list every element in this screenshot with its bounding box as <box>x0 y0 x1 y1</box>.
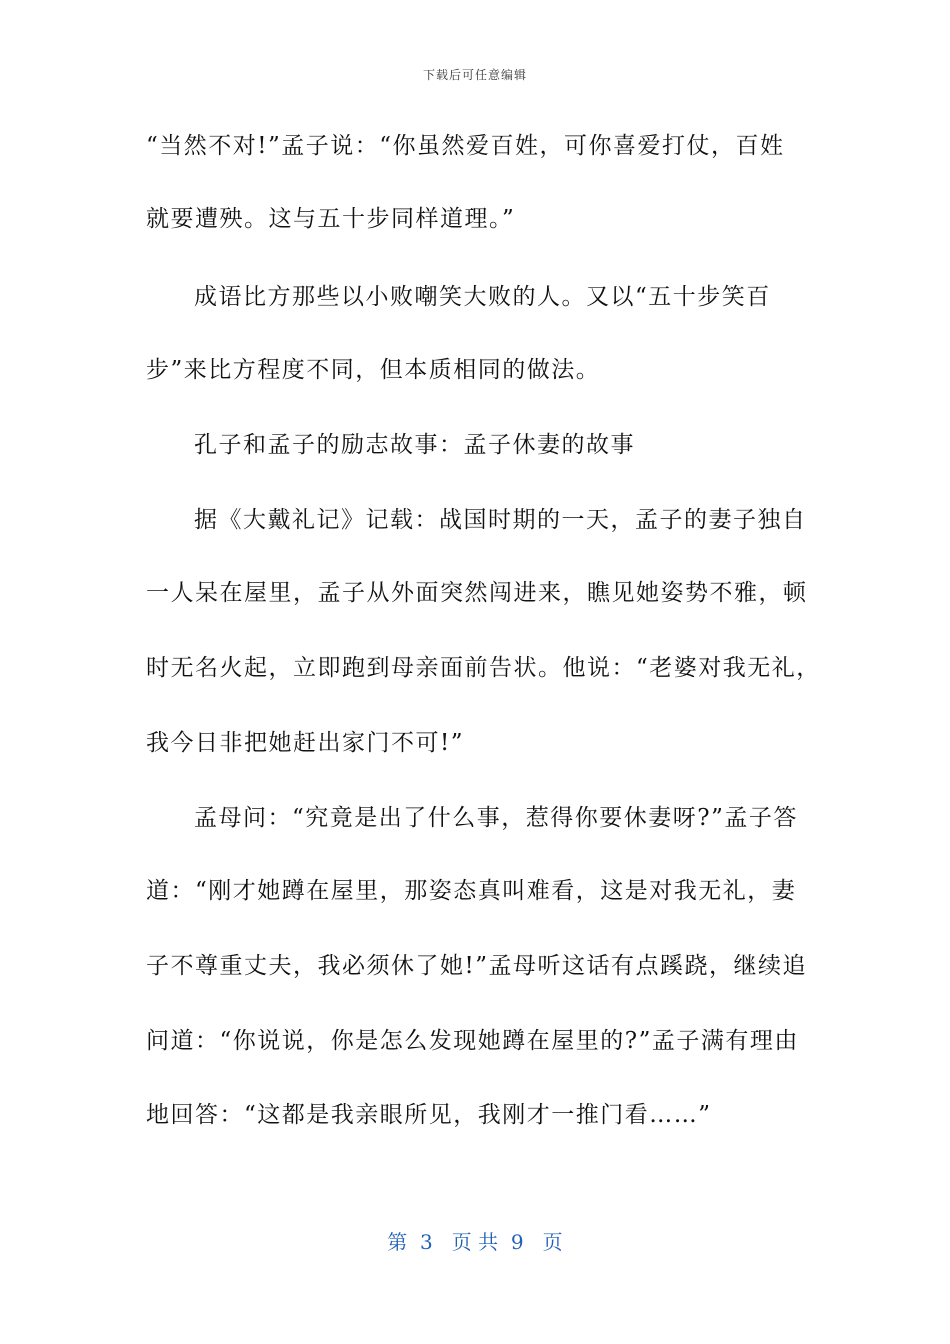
section-heading: 孔子和孟子的励志故事：孟子休妻的故事 <box>194 432 635 458</box>
text-line: “当然不对!”孟子说：“你虽然爱百姓，可你喜爱打仗，百姓 <box>146 133 785 159</box>
text-line: 子不尊重丈夫，我必须休了她!”孟母听这话有点蹊跷，继续追 <box>146 953 808 979</box>
text-line: 步”来比方程度不同，但本质相同的做法。 <box>146 357 601 383</box>
text-line: 道：“刚才她蹲在屋里，那姿态真叫难看，这是对我无礼，妻 <box>146 878 797 904</box>
text-line: 时无名火起，立即跑到母亲面前告状。他说：“老婆对我无礼， <box>146 655 821 681</box>
text-line: 孟母问：“究竟是出了什么事，惹得你要休妻呀?”孟子答 <box>194 805 798 831</box>
page-number-footer: 第 3 页 共 9 页 <box>387 1230 563 1254</box>
text-line: 地回答：“这都是我亲眼所见，我刚才一推门看……” <box>146 1102 712 1128</box>
text-line: 据《大戴礼记》记载：战国时期的一天，孟子的妻子独自 <box>194 507 807 533</box>
text-line: 一人呆在屋里，孟子从外面突然闯进来，瞧见她姿势不雅，顿 <box>146 580 808 606</box>
page-header: 下载后可任意编辑 <box>422 68 527 82</box>
text-line: 我今日非把她赶出家门不可!” <box>146 730 465 756</box>
text-line: 问道：“你说说，你是怎么发现她蹲在屋里的?”孟子满有理由 <box>146 1028 799 1054</box>
text-line: 成语比方那些以小败嘲笑大败的人。又以“五十步笑百 <box>194 284 771 310</box>
text-line: 就要遭殃。这与五十步同样道理。” <box>146 206 516 232</box>
